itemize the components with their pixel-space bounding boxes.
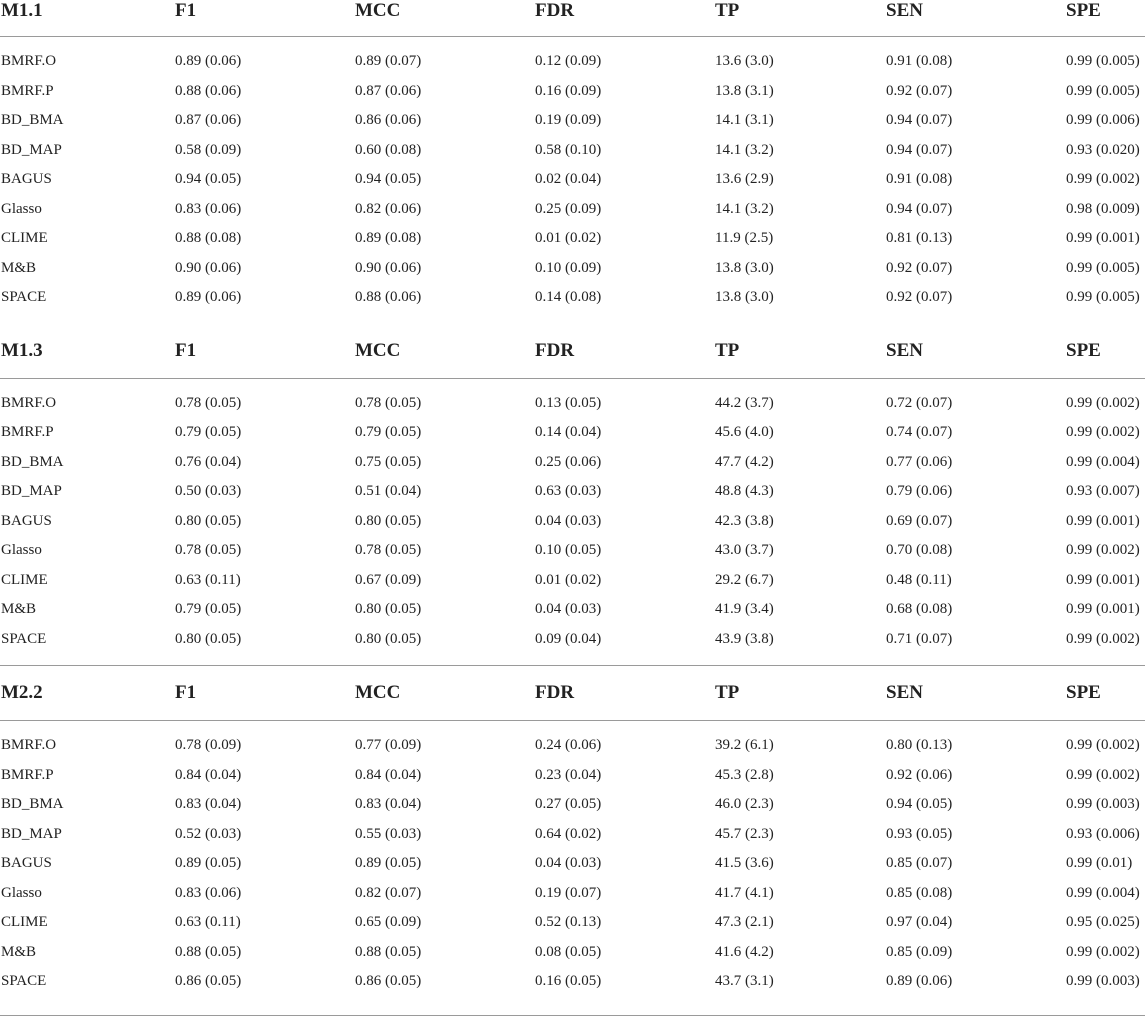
metric-cell: 0.78 (0.05) bbox=[355, 394, 422, 411]
method-name: BMRF.O bbox=[1, 737, 57, 754]
metric-cell: 0.77 (0.06) bbox=[886, 453, 953, 470]
metric-cell: 0.82 (0.07) bbox=[355, 884, 422, 901]
column-header: SPE bbox=[1065, 0, 1145, 37]
table-row bbox=[0, 849, 1145, 879]
table-row bbox=[0, 761, 1145, 791]
metric-cell: 0.04 (0.03) bbox=[535, 855, 602, 872]
metric-cell: 0.16 (0.05) bbox=[535, 973, 602, 990]
table-row bbox=[0, 165, 1145, 195]
column-header: SEN bbox=[885, 0, 1065, 37]
metric-cell: 0.58 (0.09) bbox=[175, 141, 242, 158]
metric-cell: 46.0 (2.3) bbox=[715, 796, 774, 813]
metric-cell: 0.79 (0.05) bbox=[175, 601, 242, 618]
model-label: M1.1 bbox=[0, 0, 174, 37]
metric-cell: 0.76 (0.04) bbox=[175, 453, 242, 470]
metric-cell: 39.2 (6.1) bbox=[715, 737, 774, 754]
metric-cell: 0.14 (0.04) bbox=[535, 424, 602, 441]
metric-cell: 0.92 (0.06) bbox=[886, 766, 953, 783]
method-name: SPACE bbox=[1, 630, 47, 647]
metric-cell: 48.8 (4.3) bbox=[715, 483, 774, 500]
table-row bbox=[0, 731, 1145, 761]
metric-cell: 0.88 (0.05) bbox=[355, 943, 422, 960]
metric-cell: 0.80 (0.05) bbox=[355, 630, 422, 647]
metric-cell: 0.92 (0.07) bbox=[886, 82, 953, 99]
metric-cell: 0.93 (0.006) bbox=[1066, 825, 1140, 842]
table-row bbox=[0, 106, 1145, 136]
table-row bbox=[0, 790, 1145, 820]
metric-cell: 0.99 (0.001) bbox=[1066, 230, 1140, 247]
metric-cell: 0.25 (0.09) bbox=[535, 200, 602, 217]
metric-cell: 14.1 (3.2) bbox=[715, 141, 774, 158]
metric-cell: 0.87 (0.06) bbox=[175, 112, 242, 129]
model-group-m1-3 bbox=[0, 324, 1145, 666]
metric-cell: 0.99 (0.001) bbox=[1066, 601, 1140, 618]
metric-cell: 13.6 (2.9) bbox=[715, 171, 774, 188]
table-row bbox=[0, 908, 1145, 938]
method-name: M&B bbox=[1, 601, 37, 618]
metric-cell: 0.86 (0.05) bbox=[175, 973, 242, 990]
metric-cell: 0.65 (0.09) bbox=[355, 914, 422, 931]
metric-cell: 0.83 (0.06) bbox=[175, 200, 242, 217]
metric-cell: 0.90 (0.06) bbox=[355, 259, 422, 276]
metric-cell: 0.89 (0.06) bbox=[175, 53, 242, 70]
column-header: SEN bbox=[885, 666, 1065, 721]
metric-cell: 0.95 (0.025) bbox=[1066, 914, 1140, 931]
metric-cell: 0.78 (0.05) bbox=[355, 542, 422, 559]
metric-cell: 0.99 (0.005) bbox=[1066, 53, 1140, 70]
table-bottom-rule bbox=[0, 1015, 1145, 1016]
table-row bbox=[0, 536, 1145, 566]
metric-cell: 14.1 (3.2) bbox=[715, 200, 774, 217]
metric-cell: 0.97 (0.04) bbox=[886, 914, 953, 931]
table-row bbox=[0, 283, 1145, 313]
metric-cell: 0.52 (0.13) bbox=[535, 914, 602, 931]
metric-cell: 41.9 (3.4) bbox=[715, 601, 774, 618]
table-row bbox=[0, 77, 1145, 107]
table-row bbox=[0, 477, 1145, 507]
metric-cell: 0.85 (0.09) bbox=[886, 943, 953, 960]
method-name: BD_BMA bbox=[1, 796, 64, 813]
metric-cell: 0.80 (0.05) bbox=[175, 630, 242, 647]
metric-cell: 44.2 (3.7) bbox=[715, 394, 774, 411]
metric-cell: 0.82 (0.06) bbox=[355, 200, 422, 217]
column-header: FDR bbox=[534, 324, 714, 379]
metric-cell: 0.99 (0.002) bbox=[1066, 737, 1140, 754]
metric-cell: 0.85 (0.08) bbox=[886, 884, 953, 901]
metric-cell: 0.99 (0.002) bbox=[1066, 424, 1140, 441]
metric-cell: 0.55 (0.03) bbox=[355, 825, 422, 842]
metric-cell: 0.78 (0.05) bbox=[175, 394, 242, 411]
metric-cell: 0.81 (0.13) bbox=[886, 230, 953, 247]
metric-cell: 0.94 (0.05) bbox=[355, 171, 422, 188]
method-name: BD_BMA bbox=[1, 453, 64, 470]
table-row bbox=[0, 47, 1145, 77]
metric-cell: 0.13 (0.05) bbox=[535, 394, 602, 411]
metric-cell: 0.87 (0.06) bbox=[355, 82, 422, 99]
method-name: BMRF.P bbox=[1, 82, 54, 99]
metric-cell: 0.99 (0.002) bbox=[1066, 630, 1140, 647]
metric-cell: 0.99 (0.002) bbox=[1066, 943, 1140, 960]
metric-cell: 0.99 (0.001) bbox=[1066, 512, 1140, 529]
group-header-row bbox=[0, 666, 1145, 721]
table-row bbox=[0, 448, 1145, 478]
metric-cell: 0.68 (0.08) bbox=[886, 601, 953, 618]
table-row bbox=[0, 389, 1145, 419]
metric-cell: 0.63 (0.11) bbox=[175, 571, 241, 588]
table-row bbox=[0, 507, 1145, 537]
table-row bbox=[0, 566, 1145, 596]
table-row bbox=[0, 195, 1145, 225]
method-name: BAGUS bbox=[1, 512, 52, 529]
metric-cell: 0.01 (0.02) bbox=[535, 230, 602, 247]
metric-cell: 0.99 (0.003) bbox=[1066, 973, 1140, 990]
method-name: M&B bbox=[1, 259, 37, 276]
metric-cell: 0.89 (0.07) bbox=[355, 53, 422, 70]
metric-cell: 11.9 (2.5) bbox=[715, 230, 774, 247]
column-header: SPE bbox=[1065, 666, 1145, 721]
metric-cell: 0.92 (0.07) bbox=[886, 289, 953, 306]
method-name: Glasso bbox=[1, 542, 42, 559]
method-name: CLIME bbox=[1, 230, 48, 247]
metric-cell: 0.98 (0.009) bbox=[1066, 200, 1140, 217]
metric-cell: 43.7 (3.1) bbox=[715, 973, 774, 990]
metric-cell: 29.2 (6.7) bbox=[715, 571, 774, 588]
metric-cell: 0.63 (0.03) bbox=[535, 483, 602, 500]
metric-cell: 0.19 (0.09) bbox=[535, 112, 602, 129]
metric-cell: 14.1 (3.1) bbox=[715, 112, 774, 129]
metric-cell: 0.12 (0.09) bbox=[535, 53, 602, 70]
metric-cell: 47.3 (2.1) bbox=[715, 914, 774, 931]
metric-cell: 0.99 (0.004) bbox=[1066, 453, 1140, 470]
metric-cell: 0.78 (0.05) bbox=[175, 542, 242, 559]
method-name: CLIME bbox=[1, 571, 48, 588]
table-row bbox=[0, 938, 1145, 968]
method-name: SPACE bbox=[1, 973, 47, 990]
metric-cell: 0.92 (0.07) bbox=[886, 259, 953, 276]
column-header: MCC bbox=[354, 0, 534, 37]
metric-cell: 0.01 (0.02) bbox=[535, 571, 602, 588]
metric-cell: 0.84 (0.04) bbox=[355, 766, 422, 783]
table-row bbox=[0, 136, 1145, 166]
method-name: BD_MAP bbox=[1, 825, 62, 842]
table-row bbox=[0, 418, 1145, 448]
metric-cell: 0.74 (0.07) bbox=[886, 424, 953, 441]
metric-cell: 0.24 (0.06) bbox=[535, 737, 602, 754]
metric-cell: 0.93 (0.05) bbox=[886, 825, 953, 842]
metric-cell: 0.10 (0.05) bbox=[535, 542, 602, 559]
metric-cell: 0.83 (0.06) bbox=[175, 884, 242, 901]
table-row bbox=[0, 595, 1145, 625]
table-row bbox=[0, 879, 1145, 909]
metric-cell: 0.94 (0.05) bbox=[886, 796, 953, 813]
metric-cell: 0.79 (0.05) bbox=[175, 424, 242, 441]
metric-cell: 0.89 (0.05) bbox=[355, 855, 422, 872]
metric-cell: 0.99 (0.002) bbox=[1066, 394, 1140, 411]
metric-cell: 0.89 (0.08) bbox=[355, 230, 422, 247]
metric-cell: 0.16 (0.09) bbox=[535, 82, 602, 99]
metric-cell: 0.88 (0.06) bbox=[355, 289, 422, 306]
method-name: Glasso bbox=[1, 200, 42, 217]
metric-cell: 0.99 (0.01) bbox=[1066, 855, 1133, 872]
method-name: BD_MAP bbox=[1, 483, 62, 500]
model-label: M2.2 bbox=[0, 666, 174, 721]
metric-cell: 0.99 (0.005) bbox=[1066, 289, 1140, 306]
table-row bbox=[0, 967, 1145, 997]
metric-cell: 0.78 (0.09) bbox=[175, 737, 242, 754]
column-header: TP bbox=[714, 324, 885, 379]
metric-cell: 0.89 (0.06) bbox=[886, 973, 953, 990]
metric-cell: 0.75 (0.05) bbox=[355, 453, 422, 470]
metric-cell: 41.5 (3.6) bbox=[715, 855, 774, 872]
method-name: BMRF.O bbox=[1, 53, 57, 70]
metric-cell: 0.99 (0.001) bbox=[1066, 571, 1140, 588]
column-header: FDR bbox=[534, 666, 714, 721]
group-header-row bbox=[0, 0, 1145, 37]
table-row bbox=[0, 820, 1145, 850]
metric-cell: 0.99 (0.006) bbox=[1066, 112, 1140, 129]
table-row bbox=[0, 254, 1145, 284]
metric-cell: 0.69 (0.07) bbox=[886, 512, 953, 529]
metric-cell: 0.14 (0.08) bbox=[535, 289, 602, 306]
metric-cell: 0.67 (0.09) bbox=[355, 571, 422, 588]
metric-cell: 0.86 (0.05) bbox=[355, 973, 422, 990]
metric-cell: 47.7 (4.2) bbox=[715, 453, 774, 470]
metric-cell: 0.51 (0.04) bbox=[355, 483, 422, 500]
metric-cell: 0.86 (0.06) bbox=[355, 112, 422, 129]
column-header: TP bbox=[714, 666, 885, 721]
method-name: BMRF.O bbox=[1, 394, 57, 411]
metric-cell: 0.93 (0.020) bbox=[1066, 141, 1140, 158]
column-header: F1 bbox=[174, 0, 354, 37]
metric-cell: 0.64 (0.02) bbox=[535, 825, 602, 842]
metric-cell: 0.02 (0.04) bbox=[535, 171, 602, 188]
metric-cell: 0.80 (0.05) bbox=[355, 601, 422, 618]
metric-cell: 0.70 (0.08) bbox=[886, 542, 953, 559]
metric-cell: 0.52 (0.03) bbox=[175, 825, 242, 842]
metric-cell: 13.6 (3.0) bbox=[715, 53, 774, 70]
metric-cell: 0.48 (0.11) bbox=[886, 571, 952, 588]
method-name: BAGUS bbox=[1, 171, 52, 188]
metric-cell: 0.91 (0.08) bbox=[886, 171, 953, 188]
metric-cell: 0.19 (0.07) bbox=[535, 884, 602, 901]
metric-cell: 0.99 (0.002) bbox=[1066, 542, 1140, 559]
method-name: BAGUS bbox=[1, 855, 52, 872]
metric-cell: 45.7 (2.3) bbox=[715, 825, 774, 842]
metric-cell: 13.8 (3.0) bbox=[715, 289, 774, 306]
metric-cell: 0.99 (0.005) bbox=[1066, 259, 1140, 276]
metric-cell: 0.25 (0.06) bbox=[535, 453, 602, 470]
metric-cell: 0.88 (0.06) bbox=[175, 82, 242, 99]
metric-cell: 0.84 (0.04) bbox=[175, 766, 242, 783]
metric-cell: 0.79 (0.05) bbox=[355, 424, 422, 441]
metric-cell: 41.7 (4.1) bbox=[715, 884, 774, 901]
method-name: BD_BMA bbox=[1, 112, 64, 129]
metric-cell: 0.88 (0.05) bbox=[175, 943, 242, 960]
metric-cell: 0.99 (0.002) bbox=[1066, 171, 1140, 188]
metric-cell: 0.83 (0.04) bbox=[355, 796, 422, 813]
metric-cell: 0.50 (0.03) bbox=[175, 483, 242, 500]
method-name: SPACE bbox=[1, 289, 47, 306]
metric-cell: 0.93 (0.007) bbox=[1066, 483, 1140, 500]
metric-cell: 0.71 (0.07) bbox=[886, 630, 953, 647]
method-name: BD_MAP bbox=[1, 141, 62, 158]
metric-cell: 13.8 (3.0) bbox=[715, 259, 774, 276]
method-name: Glasso bbox=[1, 884, 42, 901]
method-name: BMRF.P bbox=[1, 424, 54, 441]
metric-cell: 0.10 (0.09) bbox=[535, 259, 602, 276]
metric-cell: 0.99 (0.005) bbox=[1066, 82, 1140, 99]
metric-cell: 0.63 (0.11) bbox=[175, 914, 241, 931]
metric-cell: 0.85 (0.07) bbox=[886, 855, 953, 872]
metric-cell: 0.09 (0.04) bbox=[535, 630, 602, 647]
metric-cell: 0.91 (0.08) bbox=[886, 53, 953, 70]
metric-cell: 0.80 (0.13) bbox=[886, 737, 953, 754]
column-header: F1 bbox=[174, 324, 354, 379]
metric-cell: 0.04 (0.03) bbox=[535, 601, 602, 618]
metric-cell: 43.9 (3.8) bbox=[715, 630, 774, 647]
metric-cell: 13.8 (3.1) bbox=[715, 82, 774, 99]
metric-cell: 0.94 (0.07) bbox=[886, 141, 953, 158]
table-row bbox=[0, 625, 1145, 655]
column-header: MCC bbox=[354, 324, 534, 379]
metric-cell: 0.99 (0.003) bbox=[1066, 796, 1140, 813]
metric-cell: 0.80 (0.05) bbox=[175, 512, 242, 529]
metric-cell: 45.6 (4.0) bbox=[715, 424, 774, 441]
metric-cell: 0.27 (0.05) bbox=[535, 796, 602, 813]
method-name: CLIME bbox=[1, 914, 48, 931]
metric-cell: 0.89 (0.05) bbox=[175, 855, 242, 872]
column-header: SEN bbox=[885, 324, 1065, 379]
metric-cell: 0.60 (0.08) bbox=[355, 141, 422, 158]
metric-cell: 0.23 (0.04) bbox=[535, 766, 602, 783]
metric-cell: 0.89 (0.06) bbox=[175, 289, 242, 306]
group-header-row bbox=[0, 324, 1145, 379]
metric-cell: 0.04 (0.03) bbox=[535, 512, 602, 529]
column-header: F1 bbox=[174, 666, 354, 721]
column-header: SPE bbox=[1065, 324, 1145, 379]
metric-cell: 43.0 (3.7) bbox=[715, 542, 774, 559]
table-row bbox=[0, 224, 1145, 254]
metric-cell: 0.94 (0.07) bbox=[886, 112, 953, 129]
metric-cell: 0.72 (0.07) bbox=[886, 394, 953, 411]
metric-cell: 0.99 (0.004) bbox=[1066, 884, 1140, 901]
metric-cell: 42.3 (3.8) bbox=[715, 512, 774, 529]
column-header: MCC bbox=[354, 666, 534, 721]
metric-cell: 0.08 (0.05) bbox=[535, 943, 602, 960]
metric-cell: 0.99 (0.002) bbox=[1066, 766, 1140, 783]
metric-cell: 45.3 (2.8) bbox=[715, 766, 774, 783]
model-label: M1.3 bbox=[0, 324, 174, 379]
column-header: FDR bbox=[534, 0, 714, 37]
metric-cell: 0.94 (0.07) bbox=[886, 200, 953, 217]
metric-cell: 0.79 (0.06) bbox=[886, 483, 953, 500]
method-name: M&B bbox=[1, 943, 37, 960]
metric-cell: 41.6 (4.2) bbox=[715, 943, 774, 960]
metric-cell: 0.94 (0.05) bbox=[175, 171, 242, 188]
metric-cell: 0.88 (0.08) bbox=[175, 230, 242, 247]
metric-cell: 0.83 (0.04) bbox=[175, 796, 242, 813]
metric-cell: 0.80 (0.05) bbox=[355, 512, 422, 529]
metric-cell: 0.58 (0.10) bbox=[535, 141, 602, 158]
metric-cell: 0.77 (0.09) bbox=[355, 737, 422, 754]
model-group-m1-1 bbox=[0, 0, 1145, 324]
model-group-m2-2 bbox=[0, 666, 1145, 997]
column-header: TP bbox=[714, 0, 885, 37]
metric-cell: 0.90 (0.06) bbox=[175, 259, 242, 276]
method-name: BMRF.P bbox=[1, 766, 54, 783]
